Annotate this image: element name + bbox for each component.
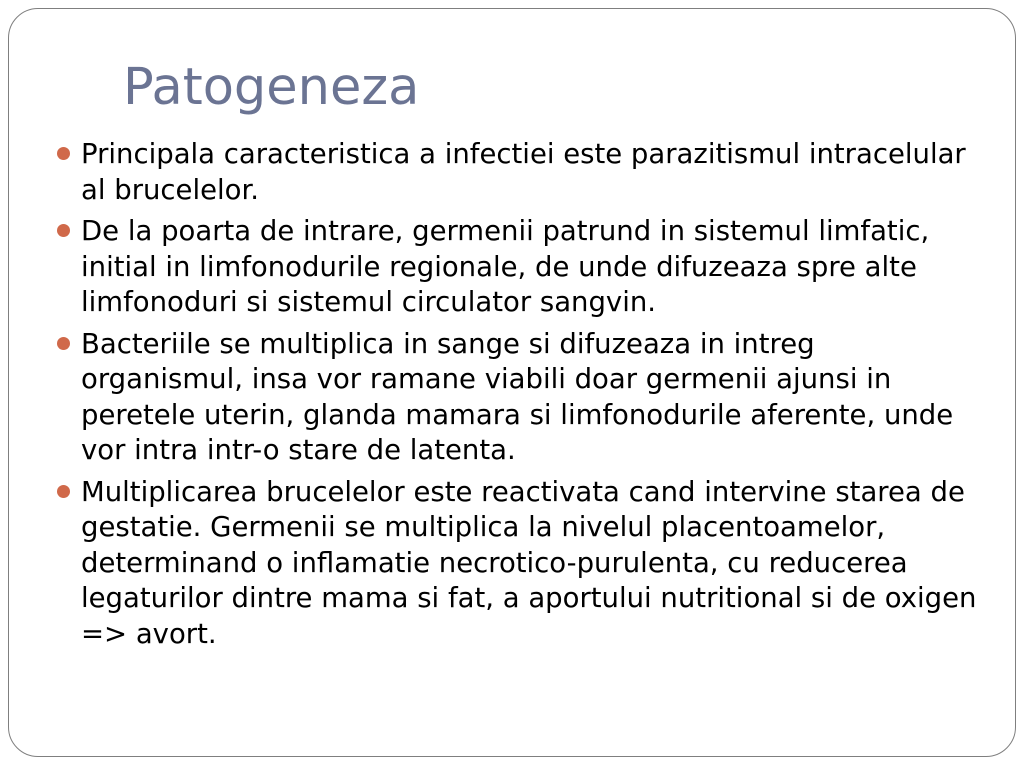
slide-frame <box>8 8 1016 757</box>
bullet-item <box>55 327 985 469</box>
bullet-item <box>55 137 985 208</box>
bullet-item <box>55 214 985 321</box>
bullet-text: De la poarta de intrare, germenii patrund in sistemul limfatic, initial in limfonodurile regionale, de unde difuzeaza spre alte limfonoduri si sistemul circulator sangvin. <box>81 215 930 318</box>
bullet-text: Multiplicarea brucelelor este reactivata cand intervine starea de gestatie. Germenii se multiplica la nivelul placentoamelor, determinand o inflamatie necrotico-purulenta, cu reducerea legaturilor dintre mama si fat, a aportului nutritional si de oxigen => avort. <box>81 475 977 650</box>
bullet-text: Principala caracteristica a infectiei este parazitismul intracelular al brucelelor. <box>81 138 966 206</box>
bullet-list <box>55 137 985 658</box>
bullet-text: Bacteriile se multiplica in sange si difuzeaza in intreg organismul, insa vor ramane viabili doar germenii ajunsi in peretele uterin, glanda mamara si limfonodurile aferente, unde vor intra intr-o stare de latenta. <box>81 327 954 466</box>
bullet-item <box>55 475 985 653</box>
bullet-dot-icon <box>57 485 70 498</box>
bullet-dot-icon <box>57 337 70 350</box>
bullet-dot-icon <box>57 224 70 237</box>
slide-title: Patogeneza <box>123 58 420 117</box>
bullet-dot-icon <box>57 147 70 160</box>
